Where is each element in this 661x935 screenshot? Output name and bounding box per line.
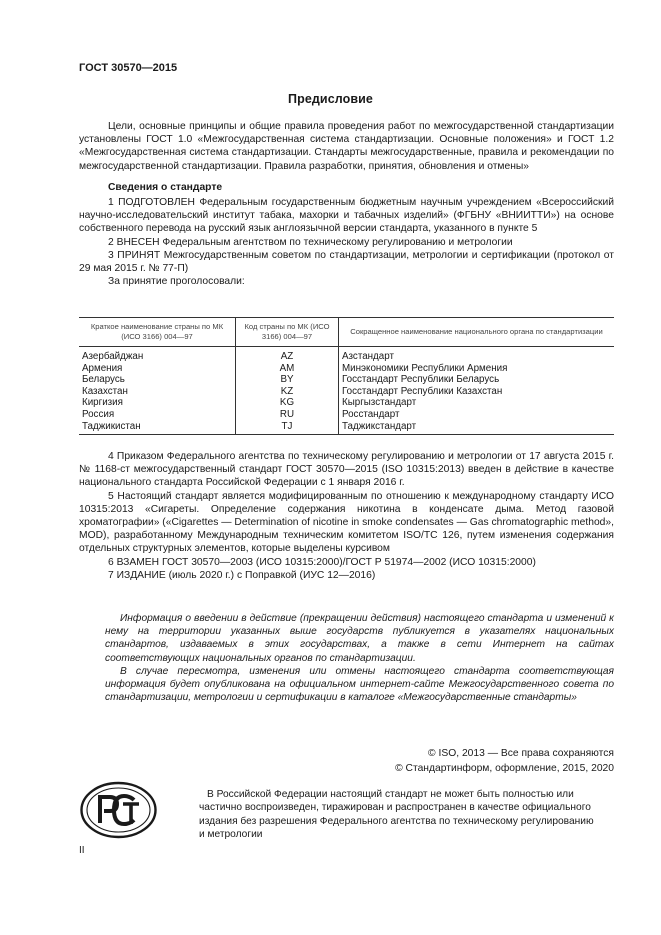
table-row: [79, 347, 614, 363]
body-cell: Госстандарт Республики Казахстан: [339, 386, 615, 398]
code-cell: KG: [236, 397, 339, 409]
body-cell: Таджикстандарт: [339, 421, 615, 435]
items-block: [79, 450, 614, 582]
col-header-country: Краткое наименование страны по МК (ИСО 3166) 004—97: [79, 318, 236, 347]
item-7: 7 ИЗДАНИЕ (июль 2020 г.) с Поправкой (ИУС 12—2016): [108, 569, 376, 581]
item-1: 1 ПОДГОТОВЛЕН Федеральным государственным бюджетным научным учреждением «Всероссийский научно-исследовательский институт табака, махорки и табачных изделий» (ФГБНУ «ВНИИТТИ») на основе собственного перевода на русский язык англоязычной версии стандарта, указанного в пункте 5: [79, 197, 614, 235]
code-cell: AM: [236, 363, 339, 375]
col-header-code: Код страны по МК (ИСО 3166) 004—97: [236, 318, 339, 347]
country-cell: Казахстан: [82, 385, 128, 397]
info-paragraph-2: В случае пересмотра, изменения или отмены настоящего стандарта соответствующая информация будет опубликована на официальном интернет-сайте Межгосударственного совета по стандартизации, метрологии и сертификации в каталоге «Межгосударственные стандарты»: [105, 665, 614, 704]
body-cell: Кыргызстандарт: [339, 397, 615, 409]
rf-notice: [199, 788, 619, 842]
code-cell: RU: [236, 409, 339, 421]
table-row: [79, 363, 614, 375]
table-row: [79, 397, 614, 409]
rf-notice-line: В Российской Федерации настоящий стандарт не может быть полностью или: [207, 789, 574, 800]
code-cell: AZ: [236, 347, 339, 363]
country-cell: Беларусь: [82, 374, 125, 386]
info-paragraph-1: Информация о введении в действие (прекращении действия) настоящего стандарта и изменений к нему на территории указанных выше государств публикуется в указателях национальных стандартов, издаваемых в этих государствах, а также в сети Интернет на сайтах соответствующих национальных органов по стандартизации.: [105, 613, 614, 664]
code-cell: BY: [236, 374, 339, 386]
item-6: 6 ВЗАМЕН ГОСТ 30570—2003 (ИСО 10315:2000)/ГОСТ Р 51974—2002 (ИСО 10315:2000): [108, 556, 536, 568]
rf-notice-line: частично воспроизведен, тиражирован и распространен в качестве официального: [199, 802, 591, 814]
voted-label: За принятие проголосовали:: [108, 276, 245, 288]
table-row: [79, 386, 614, 398]
member-states-table: [79, 317, 614, 435]
body-cell: Минэкономики Республики Армения: [339, 363, 615, 375]
copyright-standartinform: © Стандартинформ, оформление, 2015, 2020: [395, 762, 614, 774]
page-number: II: [79, 845, 85, 856]
rf-notice-line: издания без разрешения Федерального агентства по техническому регулированию: [199, 815, 594, 827]
item-2: 2 ВНЕСЕН Федеральным агентством по техническому регулированию и метрологии: [108, 236, 513, 248]
rf-notice-line: и метрологии: [199, 829, 263, 841]
intro-paragraph: Цели, основные принципы и общие правила проведения работ по межгосударственной стандартизации установлены ГОСТ 1.0 «Межгосударственная система стандартизации. Основные положения» и ГОСТ 1.2 «Межгосударственная система стандартизации. Стандарты межгосударственные, правила и рекомендации по межгосударственной стандартизации. Правила разработки, принятия, обновления и отмены»: [79, 121, 614, 172]
body-cell: Росстандарт: [339, 409, 615, 421]
col-header-body: Сокращенное наименование национального органа по стандартизации: [339, 318, 615, 347]
copyright-iso: © ISO, 2013 — Все права сохраняются: [428, 748, 614, 759]
item-5: 5 Настоящий стандарт является модифицированным по отношению к международному стандарту ИСО 10315:2013 «Сигареты. Определение содержания никотина в конденсате дыма. Метод газовой хроматографии» («Cigarettes — Determination of nicotine in smoke condensates — Gas chromatographic method», MOD), разработанному Международным техническим комитетом ISO/TC 126, путем изменения содержания отдельных структурных элементов, которые выделены курсивом: [79, 490, 614, 555]
doc-number-header: ГОСТ 30570—2015: [79, 62, 178, 74]
table-header-row: [79, 318, 614, 347]
page-title: Предисловие: [288, 92, 373, 106]
country-cell: Армения: [82, 362, 123, 374]
body-cell: Азстандарт: [339, 347, 615, 363]
country-cell: Россия: [82, 408, 115, 420]
intro-block: [79, 120, 614, 288]
country-cell: Таджикистан: [79, 421, 236, 435]
table-row: [79, 409, 614, 421]
country-cell: Азербайджан: [82, 351, 144, 362]
section-heading: Сведения о стандарте: [108, 181, 223, 193]
country-cell: Киргизия: [82, 397, 123, 409]
copyright-block: [395, 747, 614, 776]
info-block: [105, 612, 614, 704]
body-cell: Госстандарт Республики Беларусь: [339, 374, 615, 386]
item-4: 4 Приказом Федерального агентства по техническому регулированию и метрологии от 17 августа 2015 г. № 1168-ст межгосударственный стандарт ГОСТ 30570—2015 (ISO 10315:2013) введен в действие в качестве национального стандарта Российской Федерации с 1 января 2016 г.: [79, 451, 614, 489]
rst-logo-icon: [79, 781, 158, 839]
table-row: [79, 421, 614, 435]
item-3: 3 ПРИНЯТ Межгосударственным советом по стандартизации, метрологии и сертификации (протокол от 29 мая 2015 г. № 77-П): [79, 249, 614, 275]
code-cell: TJ: [236, 421, 339, 435]
code-cell: KZ: [236, 386, 339, 398]
table-row: [79, 374, 614, 386]
